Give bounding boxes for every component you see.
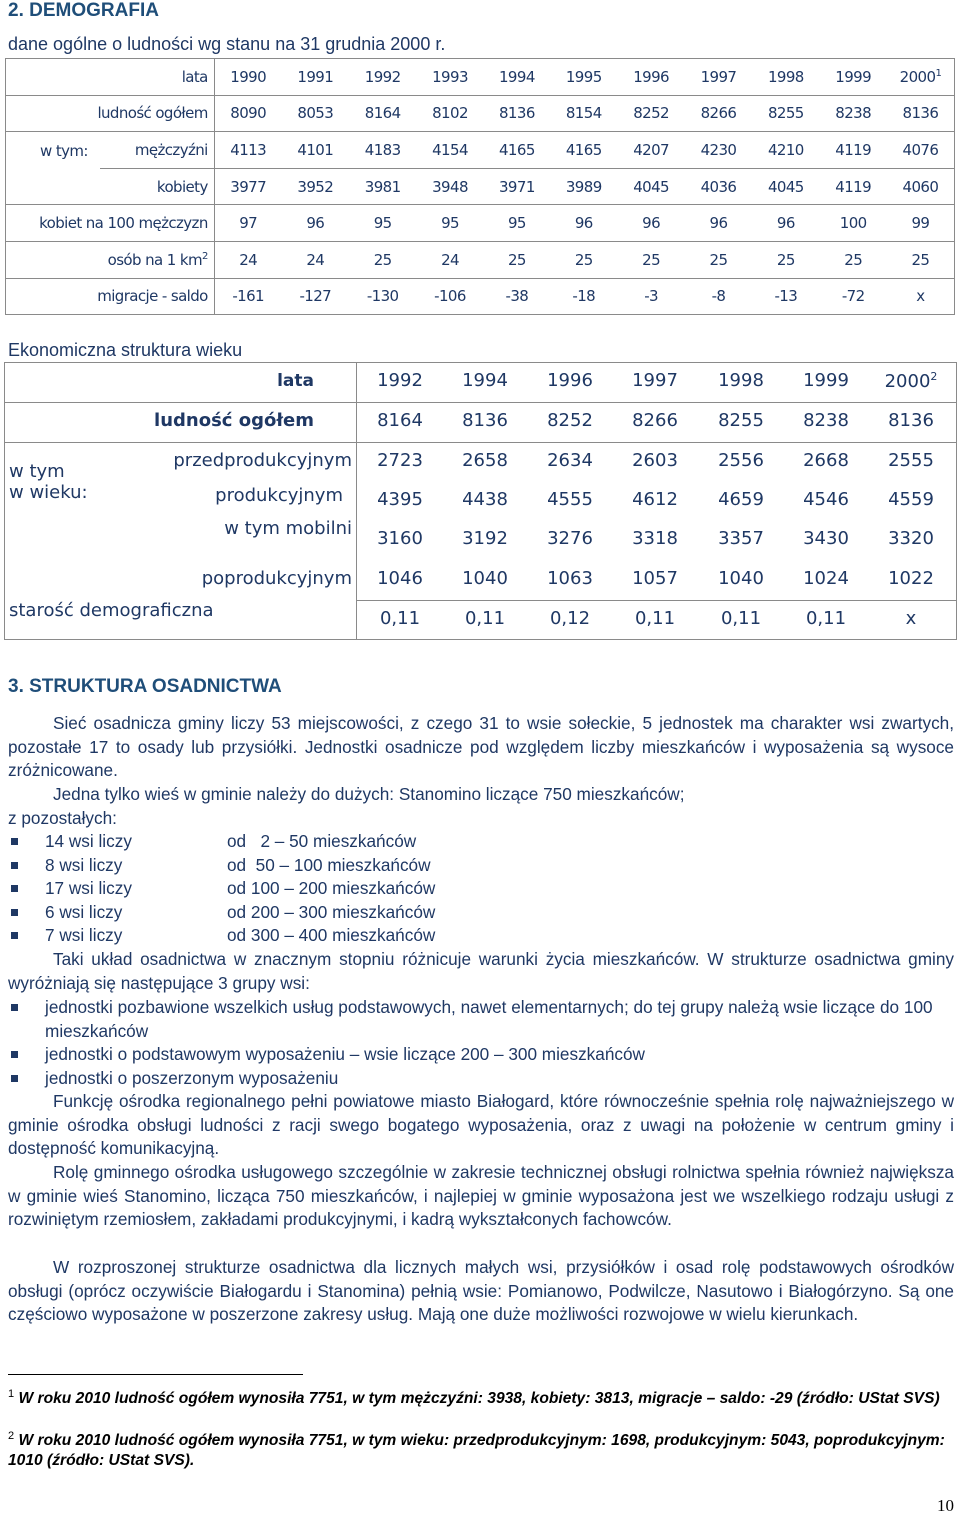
t1-year-header: 1998: [752, 59, 819, 96]
t1-cell: 96: [752, 205, 819, 242]
t2-year-header: 1996: [547, 370, 593, 391]
t1-year-header: 1991: [282, 59, 349, 96]
t1-cell: 8252: [617, 95, 684, 132]
t1-cell: 25: [820, 241, 887, 278]
t1-row-label: kobiet na 100 mężczyzn: [6, 205, 215, 242]
t1-cell: 4036: [685, 168, 752, 205]
t2-year-header: 1998: [718, 370, 764, 391]
t2-row-label: ludność ogółem: [154, 410, 314, 431]
t2-cell: 4659: [718, 489, 764, 510]
t1-cell: 8136: [887, 95, 955, 132]
t1-cell: -72: [820, 278, 887, 315]
table2-caption: Ekonomiczna struktura wieku: [8, 340, 243, 360]
t1-cell: 4183: [349, 132, 416, 169]
t2-cell: 1046: [377, 568, 423, 589]
t1-cell: 3981: [349, 168, 416, 205]
t1-year-header: 1995: [550, 59, 617, 96]
t2-cell: 1024: [803, 568, 849, 589]
t1-cell: 25: [617, 241, 684, 278]
t1-cell: 3948: [416, 168, 483, 205]
paragraph-4: Funkcję ośrodka regionalnego pełni powiatowe miasto Białogard, które równocześnie spełnia rolę najważniejszego w gminie ośrodka obsługi ludności z racji swego bogatego wyposażenia, oraz z uwagi na położenie w centrum gminy i dostępność komunikacyjną.: [8, 1091, 954, 1159]
page-number: 10: [937, 1496, 954, 1515]
t1-row: [6, 132, 955, 169]
t2-row-label: w tym mobilni: [224, 518, 352, 539]
t2-header-label: lata: [277, 371, 314, 391]
footnote-separator: [8, 1374, 303, 1375]
t2-cell: 2603: [632, 450, 678, 471]
t1-cell: -3: [617, 278, 684, 315]
t1-cell: 4119: [820, 132, 887, 169]
village-size-list: [8, 830, 608, 948]
population-table: [5, 58, 955, 315]
t1-cell: 3989: [550, 168, 617, 205]
t1-row: [6, 205, 955, 242]
t1-cell: 97: [214, 205, 281, 242]
t1-cell: -127: [282, 278, 349, 315]
list-item: 17 wsi liczy od 100 – 200 mieszkańców: [8, 877, 608, 901]
t2-row-label: przedprodukcyjnym: [173, 450, 352, 471]
t1-cell: 4165: [550, 132, 617, 169]
list-item: 6 wsi liczy od 200 – 300 mieszkańców: [8, 901, 608, 925]
economic-age-structure-table: [4, 362, 957, 640]
t1-cell: 25: [887, 241, 955, 278]
t1-row-label: ludność ogółem: [6, 95, 215, 132]
t2-cell: 1063: [547, 568, 593, 589]
t2-cell: 1040: [462, 568, 508, 589]
t1-cell: 4207: [617, 132, 684, 169]
t2-cell: 1040: [718, 568, 764, 589]
t1-row: [6, 95, 955, 132]
t2-cell: 8255: [718, 410, 764, 431]
t1-cell: 4045: [617, 168, 684, 205]
t1-row-label: migracje - saldo: [6, 278, 215, 315]
t2-cell: 4555: [547, 489, 593, 510]
t1-cell: 8053: [282, 95, 349, 132]
t1-cell: 3952: [282, 168, 349, 205]
t2-cell: 8136: [462, 410, 508, 431]
t1-row: [6, 168, 955, 205]
paragraph-6: W rozproszonej strukturze osadnictwa dla licznych małych wsi, przysiółków i osad rolę podstawowych ośrodków obsługi (oprócz oczywiście Białogardu i Stanomina) pełnią wsie: Pomianowo, Podwilcze, Nasutowo i Białogórzyno. Są one częściowo wyposażone w poszerzone zakresy usług. Mają one duże możliwości rozwojowe w wielu kierunkach.: [8, 1257, 954, 1325]
t1-cell: 8266: [685, 95, 752, 132]
t2-group-label: w tym w wieku:: [9, 461, 88, 503]
t2-year-header: 1997: [632, 370, 678, 391]
t1-cell: 25: [752, 241, 819, 278]
t1-year-header: 1996: [617, 59, 684, 96]
t1-row-label: osób na 1 $km^2$: [6, 241, 215, 278]
t1-cell: 95: [484, 205, 550, 242]
t1-cell: 25: [349, 241, 416, 278]
t1-cell: 96: [550, 205, 617, 242]
t1-cell: 4210: [752, 132, 819, 169]
t1-row-label: mężczyźni: [100, 132, 214, 169]
t1-cell: x: [887, 278, 955, 315]
t2-year-header: 1994: [462, 370, 508, 391]
t2-row-label: produkcyjnym: [215, 485, 343, 506]
t2-cell: 4612: [632, 489, 678, 510]
t1-row-label: kobiety: [100, 168, 214, 205]
t2-cell: 4546: [803, 489, 849, 510]
t1-cell: 4119: [820, 168, 887, 205]
list-item: jednostki o podstawowym wyposażeniu – wsie liczące 200 – 300 mieszkańców: [8, 1043, 954, 1067]
t2-cell: 2658: [462, 450, 508, 471]
table1-caption: dane ogólne o ludności wg stanu na 31 grudnia 2000 r.: [8, 34, 446, 54]
paragraph-3: Taki układ osadnictwa w znacznym stopniu różnicuje warunki życia mieszkańców. W strukturze osadnictwa gminy wyróżniają się następujące 3 grupy wsi:: [8, 949, 954, 993]
t2-cell: 2634: [547, 450, 593, 471]
t1-cell: 4113: [214, 132, 281, 169]
t1-cell: 3977: [214, 168, 281, 205]
t2-cell: 0,11: [464, 608, 506, 629]
t2-cell: 4559: [888, 489, 934, 510]
list-item: jednostki o poszerzonym wyposażeniu: [8, 1067, 954, 1091]
t1-cell: 96: [617, 205, 684, 242]
t1-row: [6, 241, 955, 278]
section-heading-osadnictwo: 3. STRUKTURA OSADNICTWA: [8, 676, 282, 697]
paragraph-2b: z pozostałych:: [8, 808, 117, 828]
paragraph-2a: Jedna tylko wieś w gminie należy do dużych: Stanomino liczące 750 mieszkańców;: [53, 784, 685, 804]
t2-year-header: 1999: [803, 370, 849, 391]
list-item: 8 wsi liczy od 50 – 100 mieszkańców: [8, 854, 608, 878]
t1-cell: 8136: [484, 95, 550, 132]
t2-cell: 2668: [803, 450, 849, 471]
t2-cell: 3357: [718, 528, 764, 549]
t2-row-label: poprodukcyjnym: [201, 568, 352, 589]
t2-cell: 4438: [462, 489, 508, 510]
t1-cell: 8255: [752, 95, 819, 132]
t1-cell: 4076: [887, 132, 955, 169]
t2-cell: 3320: [888, 528, 934, 549]
t1-row: [6, 278, 955, 315]
t1-cell: 8090: [214, 95, 281, 132]
t1-cell: 8238: [820, 95, 887, 132]
list-item: 14 wsi liczy od 2 – 50 mieszkańców: [8, 830, 608, 854]
list-item: jednostki pozbawione wszelkich usług podstawowych, nawet elementarnych; do tej grupy należą wsie liczące do 100 mieszkańców: [8, 996, 954, 1043]
t1-cell: 25: [550, 241, 617, 278]
t2-cell: 3430: [803, 528, 849, 549]
t1-year-header: 1999: [820, 59, 887, 96]
t1-cell: 4101: [282, 132, 349, 169]
village-group-list: [8, 996, 954, 1090]
t1-cell: 25: [484, 241, 550, 278]
t1-year-header: 2000$^1$: [887, 59, 955, 96]
t1-cell: 4230: [685, 132, 752, 169]
t2-row-label: starość demograficzna: [9, 600, 214, 621]
t1-cell: 4165: [484, 132, 550, 169]
t1-cell: 24: [416, 241, 483, 278]
t1-year-header: 1992: [349, 59, 416, 96]
t2-cell: 3318: [632, 528, 678, 549]
section-heading-demografia: 2. DEMOGRAFIA: [8, 0, 159, 21]
t2-cell: 1022: [888, 568, 934, 589]
t1-header-label: lata: [6, 59, 215, 96]
t1-cell: 96: [685, 205, 752, 242]
t1-cell: 8164: [349, 95, 416, 132]
t2-cell: 8164: [377, 410, 423, 431]
t2-cell: 8136: [888, 410, 934, 431]
t2-cell: 0,12: [549, 608, 591, 629]
t1-year-header: 1993: [416, 59, 483, 96]
t2-cell: 0,11: [805, 608, 847, 629]
t1-cell: 4060: [887, 168, 955, 205]
t2-cell: 3160: [377, 528, 423, 549]
t1-cell: 4154: [416, 132, 483, 169]
t2-year-header: 2000$^2$: [884, 370, 938, 392]
t1-cell: -161: [214, 278, 281, 315]
t1-cell: -18: [550, 278, 617, 315]
t2-cell: 8266: [632, 410, 678, 431]
t2-cell: 3192: [462, 528, 508, 549]
t1-cell: 4045: [752, 168, 819, 205]
footnote-2: $^2$ W roku 2010 ludność ogółem wynosiła 7751, w tym wieku: przedprodukcyjnym: 1698, produkcyjnym: 5043, poprodukcyjnym: 1010 (źródło: UStat SVS).: [8, 1430, 945, 1470]
t1-cell: -8: [685, 278, 752, 315]
t1-year-header: 1990: [214, 59, 281, 96]
t1-cell: 8102: [416, 95, 483, 132]
t2-cell: 2723: [377, 450, 423, 471]
t1-cell: 8154: [550, 95, 617, 132]
t1-cell: 3971: [484, 168, 550, 205]
list-item: 7 wsi liczy od 300 – 400 mieszkańców: [8, 924, 608, 948]
t2-cell: 2556: [718, 450, 764, 471]
t1-cell: 100: [820, 205, 887, 242]
t1-cell: -13: [752, 278, 819, 315]
paragraph-1: Sieć osadnicza gminy liczy 53 miejscowości, z czego 31 to wsie sołeckie, 5 jednostek ma charakter wsi zwartych, pozostałe 17 to osady lub przysiółki. Jednostki osadnicze pod względem liczby mieszkańców i wyposażenia są wysoce zróżnicowane.: [8, 713, 954, 781]
t2-cell: 8238: [803, 410, 849, 431]
t2-cell: x: [905, 608, 917, 629]
t1-cell: 99: [887, 205, 955, 242]
t1-cell: 95: [349, 205, 416, 242]
t1-year-header: 1994: [484, 59, 550, 96]
t1-cell: 96: [282, 205, 349, 242]
t2-year-header: 1992: [377, 370, 423, 391]
t2-cell: 4395: [377, 489, 423, 510]
t1-cell: -130: [349, 278, 416, 315]
t2-cell: 0,11: [379, 608, 421, 629]
t2-cell: 1057: [632, 568, 678, 589]
paragraph-5: Rolę gminnego ośrodka usługowego szczególnie w zakresie technicznej obsługi rolnictwa spełnia również największa w gminie wieś Stanomino, licząca 750 mieszkańców, i najlepiej w gminie wyposażona jest we wszelkiego rodzaju usługi z rozwiniętym rzemiosłem, zakładami produkcyjnymi, i kadrą wykształconych fachowców.: [8, 1162, 954, 1230]
t1-cell: 95: [416, 205, 483, 242]
t1-cell: -38: [484, 278, 550, 315]
t2-cell: 0,11: [720, 608, 762, 629]
t2-cell: 8252: [547, 410, 593, 431]
t2-cell: 3276: [547, 528, 593, 549]
t2-cell: 0,11: [634, 608, 676, 629]
t1-cell: 24: [214, 241, 281, 278]
t1-cell: -106: [416, 278, 483, 315]
t1-group-label: w tym:: [6, 132, 100, 205]
t1-cell: 24: [282, 241, 349, 278]
t1-year-header: 1997: [685, 59, 752, 96]
footnote-1: $^1$ W roku 2010 ludność ogółem wynosiła 7751, w tym mężczyźni: 3938, kobiety: 3813, migracje – saldo: -29 (źródło: UStat SVS): [8, 1388, 940, 1408]
t1-cell: 25: [685, 241, 752, 278]
t2-cell: 2555: [888, 450, 934, 471]
